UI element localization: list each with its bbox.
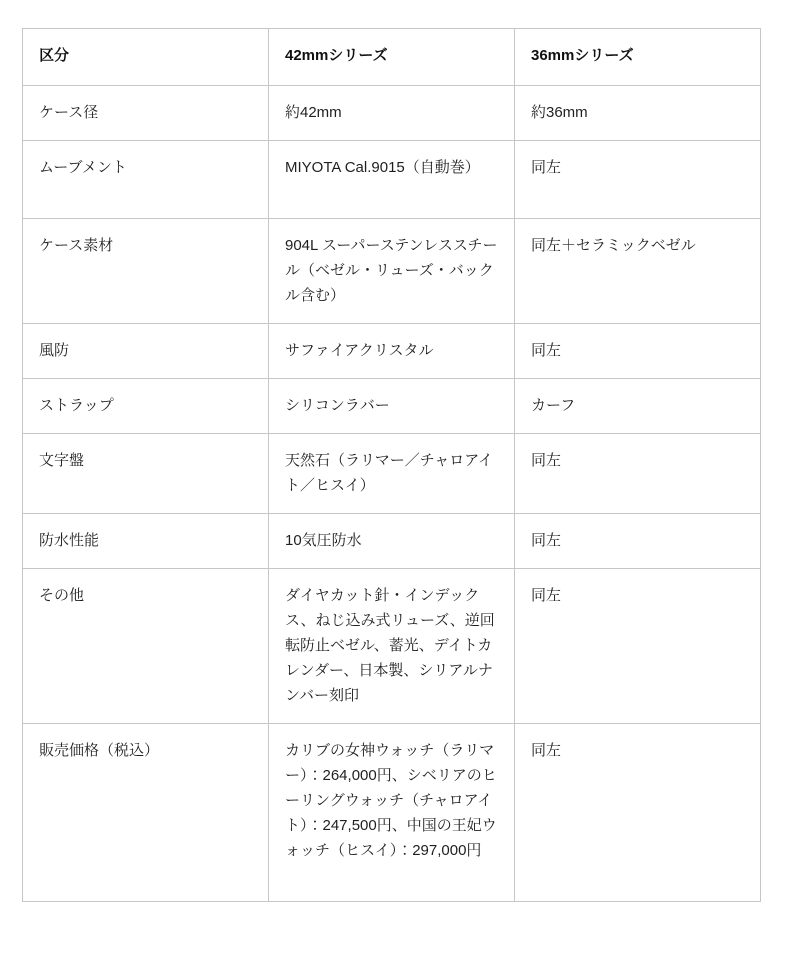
table-row-strap — [23, 379, 761, 434]
row-label-cell: 風防 — [23, 324, 269, 379]
spec-36mm-cell: 同左 — [515, 434, 761, 514]
table-row-case-material — [23, 219, 761, 324]
spec-42mm-cell: シリコンラバー — [269, 379, 515, 434]
spec-36mm-cell: カーフ — [515, 379, 761, 434]
table-row-case-diameter — [23, 86, 761, 141]
spec-36mm-cell: 同左 — [515, 724, 761, 902]
table-row-movement — [23, 141, 761, 219]
row-label-cell: ケース径 — [23, 86, 269, 141]
header-category: 区分 — [23, 29, 269, 86]
spec-36mm-cell: 同左 — [515, 569, 761, 724]
spec-36mm-cell: 約36mm — [515, 86, 761, 141]
spec-36mm-cell: 同左 — [515, 514, 761, 569]
spec-table-container — [22, 28, 761, 902]
spec-36mm-cell: 同左 — [515, 141, 761, 219]
row-label-cell: その他 — [23, 569, 269, 724]
header-36mm-series: 36mmシリーズ — [515, 29, 761, 86]
spec-42mm-cell: 約42mm — [269, 86, 515, 141]
row-label-cell: 文字盤 — [23, 434, 269, 514]
header-42mm-series: 42mmシリーズ — [269, 29, 515, 86]
spec-42mm-cell: MIYOTA Cal.9015（自動巻） — [269, 141, 515, 219]
spec-42mm-cell: 904L スーパーステンレススチール（ベゼル・リューズ・バックル含む） — [269, 219, 515, 324]
row-label-cell: ストラップ — [23, 379, 269, 434]
row-label-cell: 防水性能 — [23, 514, 269, 569]
spec-42mm-cell: 10気圧防水 — [269, 514, 515, 569]
spec-42mm-cell: カリブの女神ウォッチ（ラリマー）：264,000円、シベリアのヒーリングウォッチ（チャロアイト）：247,500円、中国の王妃ウォッチ（ヒスイ）：297,000円 — [269, 724, 515, 902]
watch-spec-table — [22, 28, 761, 902]
header-row — [23, 29, 761, 86]
table-row-crystal — [23, 324, 761, 379]
table-row-dial — [23, 434, 761, 514]
spec-42mm-cell: サファイアクリスタル — [269, 324, 515, 379]
spec-36mm-cell: 同左＋セラミックベゼル — [515, 219, 761, 324]
spec-42mm-cell: 天然石（ラリマー／チャロアイト／ヒスイ） — [269, 434, 515, 514]
row-label-cell: ムーブメント — [23, 141, 269, 219]
row-label-cell: 販売価格（税込） — [23, 724, 269, 902]
table-row-price — [23, 724, 761, 902]
table-row-water-resistance — [23, 514, 761, 569]
row-label-cell: ケース素材 — [23, 219, 269, 324]
spec-42mm-cell: ダイヤカット針・インデックス、ねじ込み式リューズ、逆回転防止ベゼル、蓄光、デイトカレンダー、日本製、シリアルナンバー刻印 — [269, 569, 515, 724]
spec-36mm-cell: 同左 — [515, 324, 761, 379]
table-row-other-features — [23, 569, 761, 724]
